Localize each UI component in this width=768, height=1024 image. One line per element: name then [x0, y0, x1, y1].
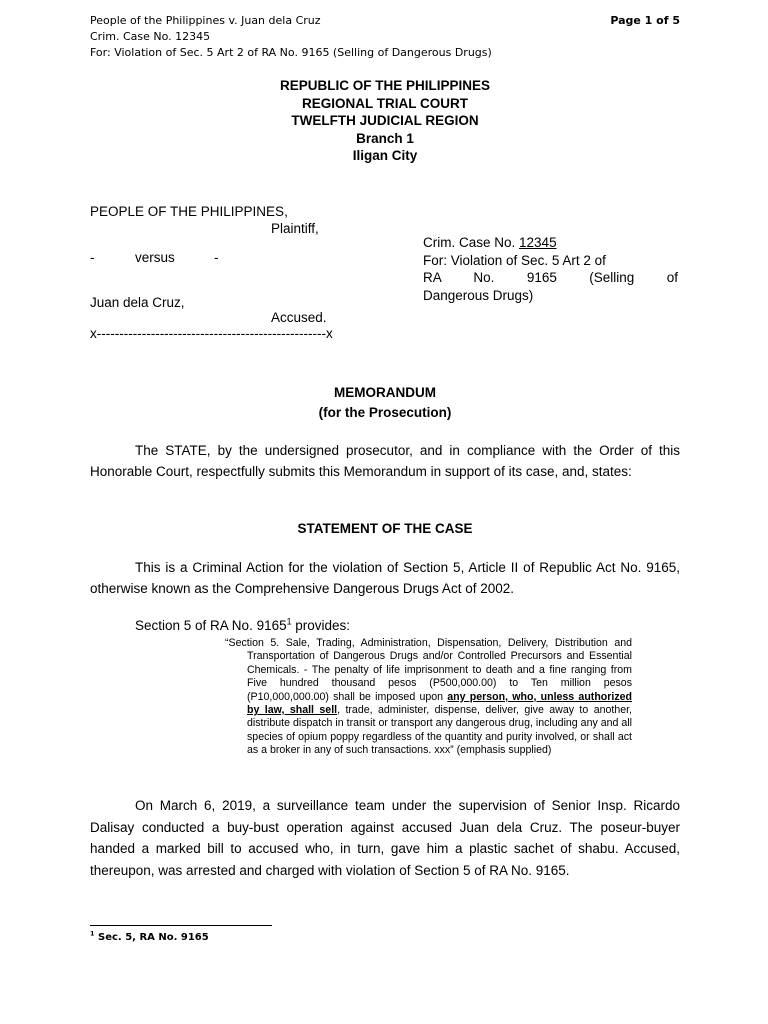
quote-text-part1: “Section 5. Sale, Trading, Administration, Dispensation, Delivery, Distribution and Transportation of Dangerous Drugs and/or Controlled Precursors and Essential Chemicals. - The penalty of life imprisonment to death and a fine ranging from Five hundred thousand pesos (P500,000.00) to Ten million pesos (P10,000,000.00) shall be imposed upon	[225, 637, 632, 703]
title-subtitle: (for the Prosecution)	[318, 405, 452, 420]
document-title	[90, 383, 680, 423]
footnote-rule	[90, 925, 272, 926]
court-line-city: Iligan City	[352, 148, 418, 163]
page-number: Page 1 of 5	[610, 14, 680, 27]
footnote-mark: 1	[90, 929, 95, 938]
plaintiff-role: Plaintiff,	[271, 221, 319, 236]
header-offense: For: Violation of Sec. 5 Art 2 of RA No. 9165 (Selling of Dangerous Drugs)	[90, 46, 492, 59]
offense-line-2: RA No. 9165 (Selling of	[423, 270, 678, 285]
statute-quote	[225, 637, 632, 758]
offense-line-3: Dangerous Drugs)	[423, 287, 534, 303]
provides-line	[90, 616, 680, 637]
quote-emphasis: any person, who, unless authorized by law, shall sell	[247, 690, 632, 717]
footnote-text: Sec. 5, RA No. 9165	[94, 932, 209, 943]
case-number-label: Crim. Case No.	[423, 235, 516, 250]
offense-line-1: For: Violation of Sec. 5 Art 2 of	[423, 252, 606, 268]
intro-paragraph: The STATE, by the undersigned prosecutor, and in compliance with the Order of this Honorable Court, respectfully submits this Memorandum in support of its case, and, states:	[90, 443, 680, 479]
accused-name: Juan dela Cruz,	[90, 295, 185, 310]
provides-prefix: Section 5 of RA No. 9165	[135, 618, 287, 633]
versus-dash-right: -	[214, 250, 219, 265]
plaintiff-name: PEOPLE OF THE PHILIPPINES,	[90, 204, 288, 219]
section-heading: STATEMENT OF THE CASE	[297, 521, 473, 536]
header-case-number: Crim. Case No. 12345	[90, 30, 211, 43]
quote-text-part2: , trade, administer, dispense, deliver, give away to another, distribute dispatch in transit or transport any dangerous drug, including any and all species of opium poppy regardless of the quantity and purity involved, or shall act as a broker in any of such transactions. xxx” (emphasis supplied)	[247, 704, 632, 757]
case-number-value: 12345	[519, 235, 557, 250]
caption-divider: x---------------------------------------------------x	[90, 326, 333, 341]
court-line-rtc: REGIONAL TRIAL COURT	[301, 95, 468, 111]
versus-dash-left: -	[90, 250, 95, 265]
court-line-branch: Branch 1	[356, 130, 414, 146]
provides-suffix: provides:	[291, 618, 351, 633]
footnote	[90, 929, 209, 943]
title-memorandum: MEMORANDUM	[334, 385, 436, 400]
case-paragraph-2: On March 6, 2019, a surveillance team under the supervision of Senior Insp. Ricardo Dalisay conducted a buy-bust operation against accused Juan dela Cruz. The poseur-buyer handed a marked bill to accused who, in turn, gave him a plastic sachet of shabu. Accused, thereupon, was arrested and charged with violation of Section 5 of RA No. 9165.	[90, 798, 680, 878]
court-line-region: TWELFTH JUDICIAL REGION	[291, 113, 479, 128]
header-case-title: People of the Philippines v. Juan dela Cruz	[90, 14, 321, 27]
accused-role: Accused.	[271, 310, 327, 325]
case-paragraph-1: This is a Criminal Action for the violation of Section 5, Article II of Republic Act No. 9165, otherwise known as the Comprehensive Dangerous Drugs Act of 2002.	[90, 560, 680, 596]
court-heading	[90, 77, 680, 165]
case-details	[423, 234, 678, 304]
versus-label: versus	[135, 250, 175, 265]
running-header	[90, 13, 680, 61]
footnote-ref: 1	[286, 616, 292, 627]
court-line-republic: REPUBLIC OF THE PHILIPPINES	[279, 78, 491, 93]
